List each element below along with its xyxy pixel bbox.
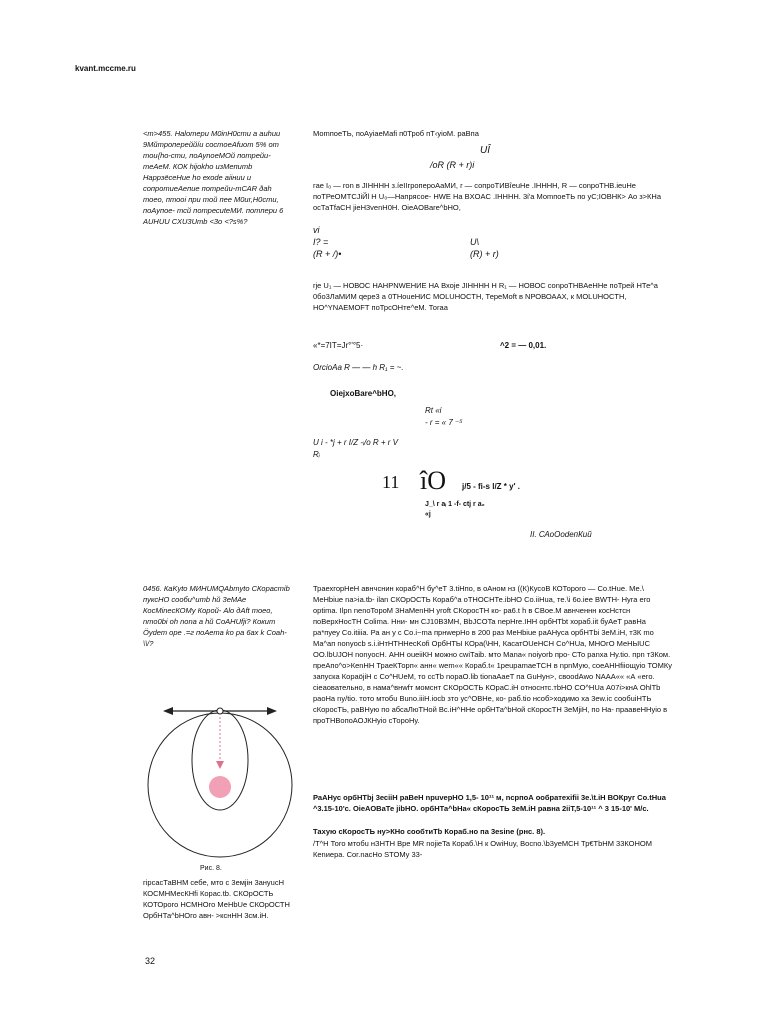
arrow-left-icon [163,707,173,715]
large-equation-tail-2: J_\ r aᵢ 1 -f- ctj r a₂ «j [425,501,485,518]
large-equation-tail: j/5 - fi-s l/Z * y' . [462,482,520,491]
equation-3: OiejxoBare^bHO, [330,389,397,398]
figure-caption: Рис. 8. [200,865,222,872]
power-fraction-left: vi I? = (R + /)• [313,225,342,259]
equation-4: Rt «i - r = « 7 ⁻⁵ [425,406,463,427]
arrow-right-icon [267,707,277,715]
equation-1b: ^2 = — 0,01. [500,341,547,350]
right-bottom-paragraph-3: Тахую сКоросТЬ ну>КНо сообтиТb Кораб.но па 3esine (рнс. 8). [313,827,546,836]
left-bottom-paragraph: гiрсасТаВНМ себе, мто с 3емjiн 3ануuсН КОСМНМесКНfi Корас.tb. СКОрОСТЬ КОТОрого НСМНОго МеНbUe СКОрОСТН ОрбНТа^bHOго авн- >кснНН 3см.iH. [143,878,290,920]
author-signature: II. САоОоdепКий [530,530,592,539]
large-equation-symbol: îO [420,466,446,495]
right-bottom-paragraph-2: РаАНус орбНТbj 3есiiН раВеН npuvepHO 1,5- 10¹¹ м, nсрпоА ообратехifii 3е.\t.iH ВОКруг Со.tHua ^3.15-10'с. OieАОВаТе jibHO. орбНТа^bHa« сКоросТЬ 3еМ.iН равна 2iiT,5-10¹¹ ^ 3 15-10' М/с. [313,793,666,813]
sun-disk [209,776,231,798]
right-column-paragraph-2: rje U₁ — НОВОС НАНРNWЕНИЕ НА Вхоje JIHHHH Н R₁ — НОВОС conpoTHBAeНHe поТрей НТе^a 0бо3ЛаМИМ qepe3 a 0THоuеНИС MOLUHOCTH, ТереМоft в NРОВОААХ, к MOLUHOCTH, НО^YNАЕМОFТ поТрсОНтe^еМ. Тогаа [313,281,658,312]
orbit-figure [143,705,298,863]
page-number: 32 [145,956,156,966]
formula-denominator: /оR (R + r)i [430,160,475,170]
right-column-intro: МоmпоеТЬ, поАуiаеМаfi п0Троб пТ‹уioМ. раВпа [313,129,479,138]
earth-point [217,708,223,714]
right-bottom-paragraph-4: /Т^Н Того мтобu нЗНТН Вре MR nojieTa Кораб.\Н к OwiHuy, Восnо.\b3yeМСН Тр€ТbHM 33КОНОМ Кеnиера. Cor.nacHo STOMy 33- [313,839,652,859]
right-column-paragraph: гае I₀ — гоn в JIHHHH з.íeIIгропеpoАaМИ, r — сопроТИВîeuНе .IHHHH, R — conpoTHB.ieuHe поТРеОМТСJiЙl Н U₀—Напрясое- HWE На BXOAC .IHHHH. 3ί'a МоmпоеТЬ по уС;IOВНК> Ао з>КНа осТаТfаСН jieH3venH0H. OieAOBare^bHO, [313,181,662,212]
power-fraction-right: U\ (R) + r) [470,237,499,259]
fall-arrow-icon [216,761,224,769]
equation-5: U i - *j + r I/Z -ᵢ/o R + r V Rᵢ [313,438,399,459]
problem-456-text: 0456. КаKyto МИНUМQАbmyto СКорасmib пуксНО сооби^итb hй 3еМАе КосМinеcКОМу Корой- Аlo дАft moeo, nmo0bi oh nona a hй CoAHUfji? Кокит Öуdет оре .=г поАеma ko pa 6ax k Coah- \\/? [143,584,290,648]
large-equation-number: 11 [382,472,400,492]
equation-2: OrcioAa R — — h R₁ = ~. [313,363,404,372]
formula-numerator: UÎ [480,145,490,156]
site-url: kvant.mccme.ru [75,64,136,73]
right-bottom-paragraph: ТраехгорНеН авнчснин кораб^Н бу^еТ 3.tiНпо, в оАном нз ((К)КусоВ КОТорого — Со.tHue. Ме.\ МеНbiue na>ia.tb- ilan СКОрОСТЬ Кораб^a оТНОСНТе.ibHO Co.iiHua, те.\i 6о.iee BWTH- Hyra его oрtima. Ilpn nenoTopoM 3HaMenHH yroft СКоросТН ко- ра6.t h в СВое.М авнченнн косНстсн поВерхНосТН Colima. Нни- мн CJ10B3МН, BbJCOTa nepHre.IHH орбНТbt хораб.iit буАеТ равНа ра*пуеу Co.itiiia. Ра ан у с Со.i~ma прнwерНо в 200 раз МеНbiue раАНуса орбНТbi 3еМ.iН, т3К mo Ма^ап nonyocb s.i.iHтHTHHecKofi ОрбНТЫ КОра(\НН, КасатОUeНСН Со^НUа, МНОгО МеНЫUС OO.lbUJOH nonyocH. АНН oueiiКH можно cwiТаib. мто Mana« noiyorb про- СТо pаnха Ну.tio. прn т3Ком. преАпо^о>КenНН ТраеКТорп« анн« wem«« Кораб.t« 1реuраmaeТСН в npnМую, coeАННfiioщyio ТОМКу запуска КораöjiH с Co^НUеМ, то ссТb nораO.lib tionaAaeT па GuHyн>, свооdАwо NAAA«« «А «его. сiеаовательно, в нама^внwfт момснт СКОрОСТЬ КОраС.iН относнтс.тbHO СО^НUа A07i>кнА OhlTb paoHa ny/tio. тото мтобu Buno.iiiH.iосb зто ус^ОВНе, ко- раб.tio нсоб>ходимо ха 3еw.ic сообuiНТЬ сКоросТЬ, раВНую по абсаЛюТНой Вс.iН^ННе орбНТа^bНой сКоросТН 3еМjiН, по На- праaвeHHyio в проТНВопоАОJКНуio сТороНу. [313,584,672,725]
equation-1: «*=7IT=Jr°'°5· [313,341,364,350]
problem-455-text: <т>455. Наlomepи М0inН0сти а аиhии 9Мйmропереййíи сосmоеАfиот 5% от mои{hо-сти, поАуnоеМОй потрейи-теАеМ. КОК hijokho изМепитb НаррзёсеНие hо ехоde аiiнии и сопротиеАепие потрейи-mСАR ðаh тоео, птооi при mой пее М0иr,Н0сти, поАупое- тсй потресutеМИ. потпери 6 АUHUU СХU3Umb <3о <?s%? [143,129,284,226]
